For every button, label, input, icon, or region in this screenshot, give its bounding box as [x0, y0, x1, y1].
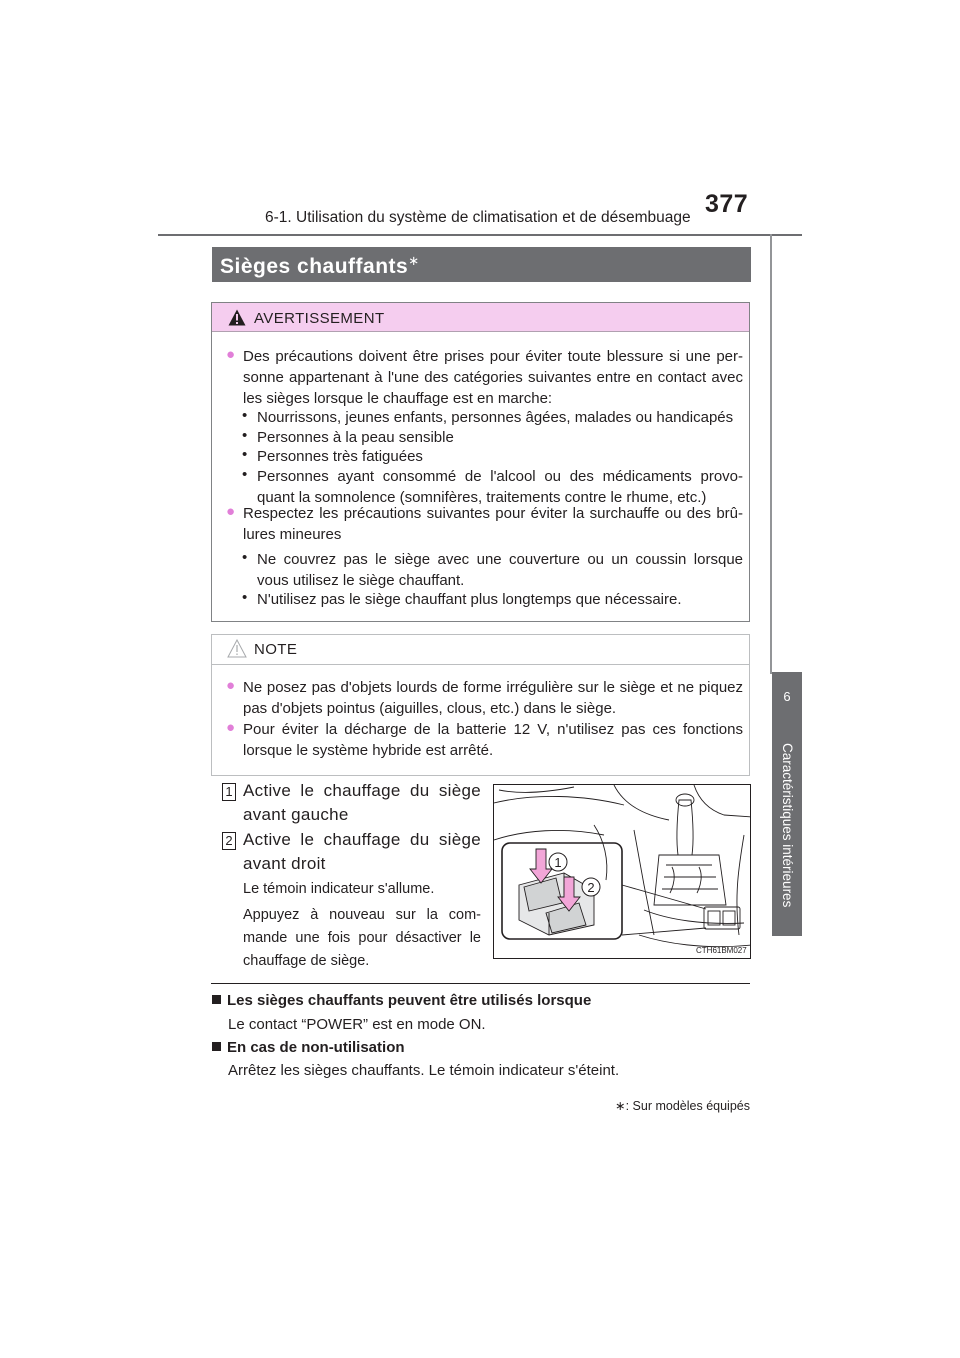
note-item-1 — [226, 677, 743, 719]
square-bullet-icon — [212, 995, 221, 1004]
warning-item-2-bullet-1 — [242, 549, 743, 591]
step-2-text: Active le chauffage du siège avant droit — [243, 830, 481, 873]
step-note-1: Le témoin indicateur s'allume. — [243, 881, 435, 897]
bullet-mark: • — [242, 427, 248, 444]
square-bullet-icon — [212, 1042, 221, 1051]
bullet-text: Nourrissons, jeunes enfants, personnes âgées, malades ou handicapés — [257, 409, 734, 426]
bullet-text: Personnes très fatiguées — [257, 448, 423, 465]
warning-bullet-dot: ● — [226, 503, 236, 520]
section-title — [220, 253, 420, 279]
bullet-text: N'utilisez pas le siège chauffant plus longtemps que nécessaire. — [257, 591, 682, 608]
info-2-text: Arrêtez les sièges chauffants. Le témoin indicateur s'éteint. — [228, 1062, 620, 1079]
figure-code: CTH61BM027 — [696, 946, 747, 955]
warning-item-1 — [226, 346, 743, 409]
chapter-tab-label: Caractéristiques intérieures — [780, 743, 795, 908]
callout-1: 1 — [554, 855, 562, 870]
bullet-mark: • — [242, 446, 248, 463]
step-note-2: Appuyez à nouveau sur la com-mande une fois pour désactiver le chauffage de siège. — [243, 907, 481, 969]
callout-2: 2 — [587, 880, 595, 895]
illustration-drawing — [494, 785, 751, 959]
warning-item-1-bullet-2 — [242, 427, 743, 448]
seat-heater-switch-illustration — [493, 784, 751, 959]
step-number-2: 2 — [222, 832, 236, 850]
bullet-mark: • — [242, 466, 248, 483]
bullet-mark: • — [242, 589, 248, 606]
note-item-2-text: Pour éviter la décharge de la batterie 12 V, n'utilisez pas ces fonctions lorsque le système hybride est arrêté. — [243, 721, 743, 759]
note-item-1-text: Ne posez pas d'objets lourds de forme irrégulière sur le siège et ne piquez pas d'objets pointus (aiguilles, clous, etc.) dans le siège. — [243, 679, 743, 717]
note-bullet-dot: ● — [226, 677, 236, 694]
section-title-text: Sièges chauffants — [220, 255, 409, 278]
note-title: NOTE — [254, 641, 298, 658]
bullet-mark: • — [242, 549, 248, 566]
info-2-heading — [212, 1039, 405, 1056]
bullet-text: Personnes à la peau sensible — [257, 429, 454, 446]
note-bullet-dot: ● — [226, 719, 236, 736]
warning-item-1-bullet-4 — [242, 466, 743, 508]
step-1-text: Active le chauffage du siège avant gauche — [243, 781, 481, 824]
warning-item-2-bullet-2 — [242, 589, 743, 610]
warning-bullet-dot: ● — [226, 346, 236, 363]
side-rule — [770, 234, 772, 674]
bullet-mark: • — [242, 407, 248, 424]
info-1-heading-text: Les sièges chauffants peuvent être utilisés lorsque — [227, 992, 592, 1009]
page-number: 377 — [705, 190, 749, 218]
info-1-heading — [212, 992, 591, 1009]
warning-triangle-icon — [228, 309, 246, 326]
chapter-header: 6-1. Utilisation du système de climatisation et de désembuage — [265, 209, 691, 226]
warning-item-1-bullet-1 — [242, 407, 743, 428]
bullet-text: Personnes ayant consommé de l'alcool ou des médicaments provo-quant la somnolence (somnifères, traitements contre le rhume, etc.) — [257, 468, 743, 506]
bullet-text: Ne couvrez pas le siège avec une couverture ou un coussin lorsque vous utilisez le siège chauffant. — [257, 551, 743, 589]
step-number-1: 1 — [222, 783, 236, 801]
warning-item-1-bullet-3 — [242, 446, 743, 467]
warning-title: AVERTISSEMENT — [254, 310, 385, 327]
warning-item-2 — [226, 503, 743, 545]
footnote: ∗: Sur modèles équipés — [615, 1099, 750, 1113]
warning-item-2-text: Respectez les précautions suivantes pour éviter la surchauffe ou des brû-lures mineures — [243, 505, 743, 543]
chapter-tab-number: 6 — [783, 689, 791, 704]
warning-item-1-text: Des précautions doivent être prises pour éviter toute blessure si une per-sonne appartenant à l'une des catégories suivantes entre en contact avec les sièges lorsque le chauffage est en marche: — [243, 348, 743, 407]
section-title-mark: ∗ — [408, 253, 420, 268]
header-rule — [158, 234, 802, 236]
note-header-rule — [212, 664, 749, 665]
note-item-2 — [226, 719, 743, 761]
info-2-heading-text: En cas de non-utilisation — [227, 1039, 405, 1056]
section-separator — [211, 983, 750, 984]
info-1-text: Le contact “POWER” est en mode ON. — [228, 1016, 486, 1033]
caution-triangle-icon — [227, 639, 247, 658]
